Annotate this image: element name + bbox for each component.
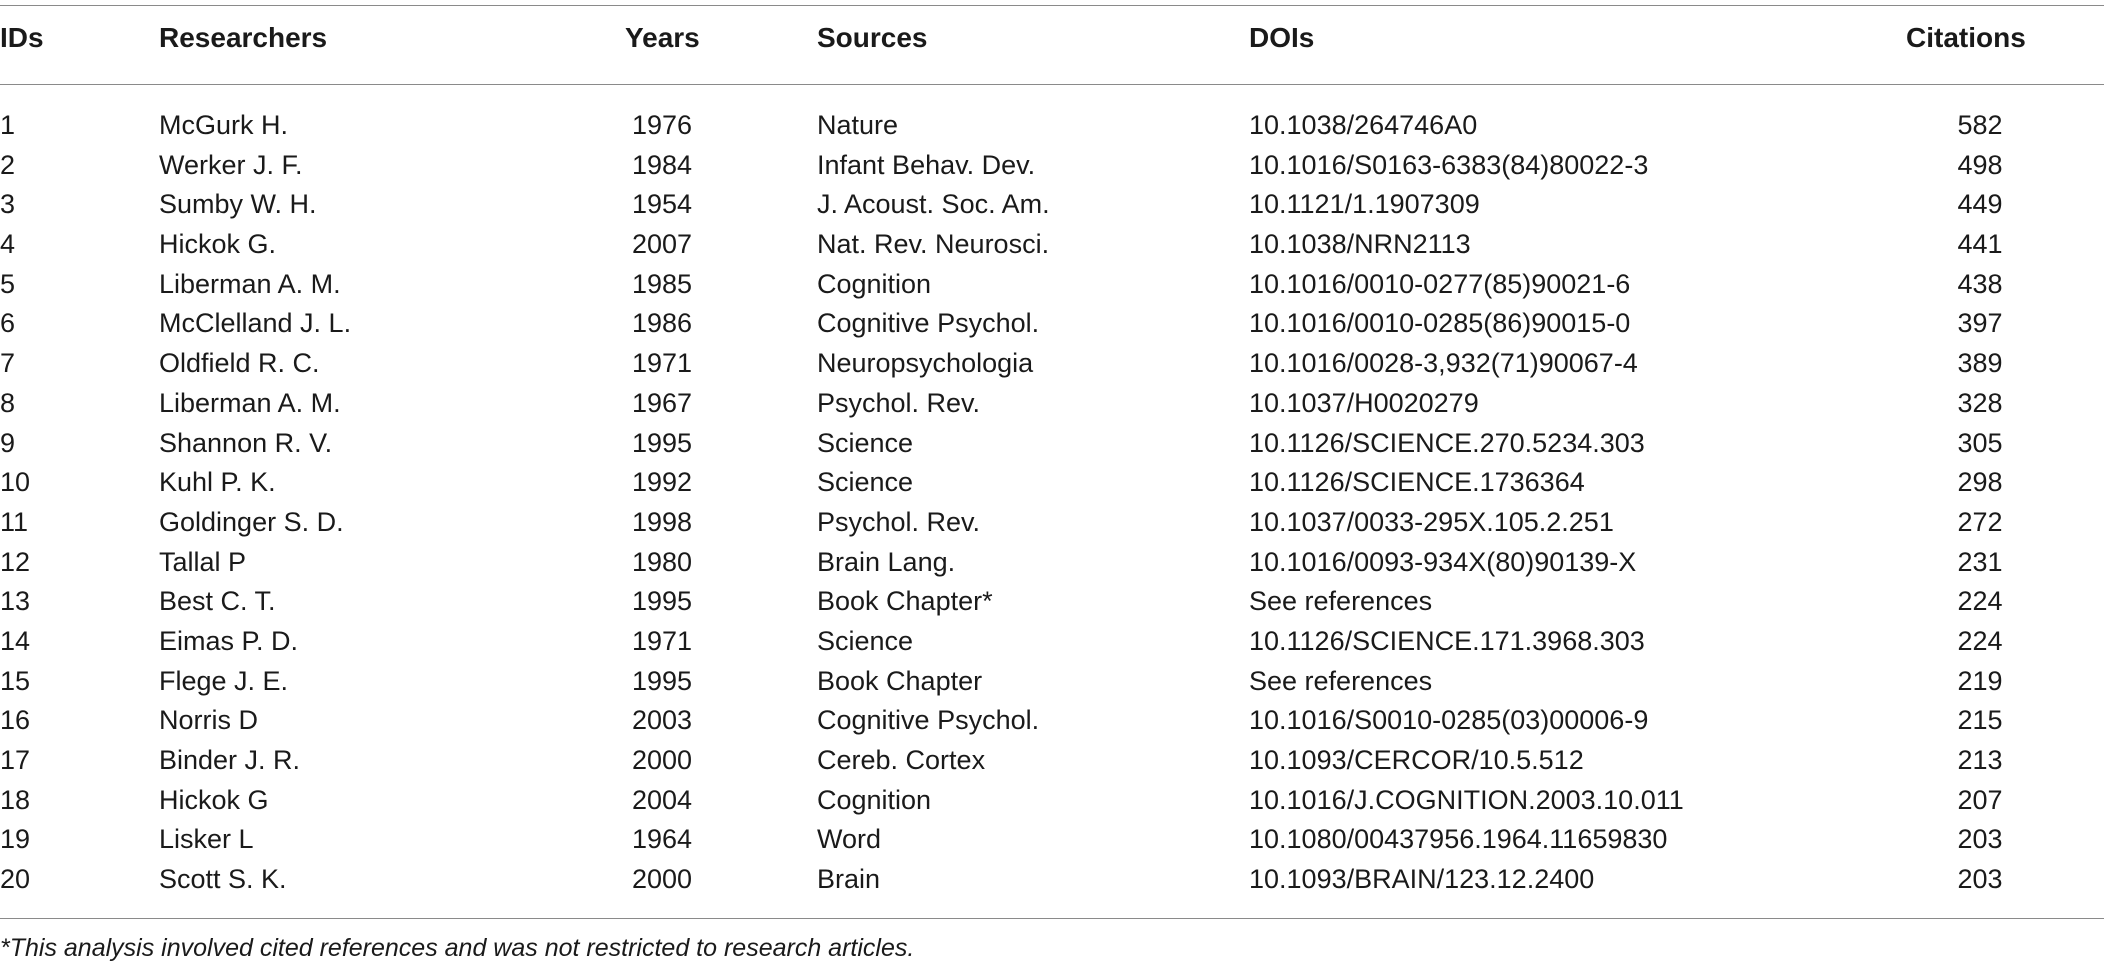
cell-id: 12 [0,546,31,577]
cell-citations: 224 [1957,625,2003,656]
cell-source: Psychol. Rev. [817,506,981,537]
cell-source: Book Chapter* [817,586,993,617]
cell-researcher: Sumby W. H. [159,189,317,220]
cell-researcher: Kuhl P. K. [159,467,276,498]
cell-source: Infant Behav. Dev. [817,149,1036,180]
cell-year: 1984 [631,149,693,180]
table-row [0,424,2104,464]
cell-researcher: Scott S. K. [159,864,287,895]
cell-doi: 10.1080/00437956.1964.11659830 [1249,824,1668,855]
cell-doi: 10.1016/S0010-0285(03)00006-9 [1249,705,1649,736]
cell-year: 1954 [631,189,693,220]
cell-id: 6 [0,308,16,339]
table-row [0,344,2104,384]
cell-id: 16 [0,705,31,736]
cell-doi: 10.1093/CERCOR/10.5.512 [1249,745,1584,775]
cell-source: Word [817,824,882,855]
cell-source: Psychol. Rev. [817,387,981,418]
cell-researcher: Best C. T. [159,586,276,617]
table-row [0,106,2104,146]
cell-citations: 498 [1957,149,2003,180]
cell-citations: 215 [1957,705,2003,736]
cell-source: Neuropsychologia [817,348,1034,379]
cell-year: 1971 [631,625,693,656]
cell-researcher: McGurk H. [159,110,289,140]
cell-doi: 10.1126/SCIENCE.270.5234.303 [1249,427,1645,458]
table-row [0,662,2104,702]
cell-researcher: Oldfield R. C. [159,348,320,379]
table-row [0,820,2104,860]
cell-source: Book Chapter [817,665,983,696]
cell-id: 15 [0,665,31,696]
cell-researcher: Flege J. E. [159,665,289,696]
cell-researcher: Werker J. F. [159,149,303,180]
cell-citations: 328 [1957,387,2003,418]
cell-researcher: McClelland J. L. [159,308,352,339]
cell-citations: 203 [1957,824,2003,855]
table-row [0,503,2104,543]
table-row [0,701,2104,741]
cell-researcher: Shannon R. V. [159,427,333,458]
cell-year: 1971 [631,348,693,379]
cell-source: Cognitive Psychol. [817,705,1040,736]
cell-id: 5 [0,268,16,299]
cell-doi: 10.1016/0093-934X(80)90139-X [1249,546,1637,577]
cell-year: 1992 [631,467,693,498]
cell-doi: 10.1016/0010-0277(85)90021-6 [1249,268,1631,299]
cell-doi: 10.1037/0033-295X.105.2.251 [1249,506,1614,537]
cell-id: 9 [0,427,16,458]
cell-id: 20 [0,864,31,895]
cell-id: 4 [0,229,16,260]
cell-researcher: Lisker L [159,824,254,855]
header-ids: IDs [0,22,44,53]
cell-source: Cereb. Cortex [817,745,986,775]
cell-doi: See references [1249,665,1433,696]
cell-citations: 582 [1957,110,2003,140]
cell-citations: 441 [1957,229,2003,260]
cell-doi: 10.1126/SCIENCE.1736364 [1249,467,1585,498]
table-row [0,463,2104,503]
cell-doi: 10.1016/J.COGNITION.2003.10.011 [1249,784,1684,815]
cell-year: 1995 [631,665,693,696]
cell-year: 1976 [631,110,693,140]
cell-doi: 10.1038/NRN2113 [1249,229,1471,260]
table-body [0,106,2104,900]
table-bottom-rule [0,918,2104,919]
table-row [0,622,2104,662]
cell-researcher: Norris D [159,705,258,736]
table-top-rule [0,5,2104,6]
cell-citations: 397 [1957,308,2003,339]
cell-doi: 10.1016/0028-3,932(71)90067-4 [1249,348,1638,379]
cell-doi: See references [1249,586,1433,617]
cell-source: Science [817,625,914,656]
cell-source: Brain Lang. [817,546,956,577]
cell-doi: 10.1016/S0163-6383(84)80022-3 [1249,149,1649,180]
cell-year: 1995 [631,427,693,458]
cell-year: 1995 [631,586,693,617]
table-row [0,860,2104,900]
cell-citations: 207 [1957,784,2003,815]
cell-researcher: Hickok G. [159,229,277,260]
cell-year: 2000 [631,864,693,895]
cell-source: Cognition [817,784,932,815]
cell-year: 1967 [631,387,693,418]
cell-citations: 438 [1957,268,2003,299]
cell-id: 8 [0,387,16,418]
cell-year: 1964 [631,824,693,855]
table-row [0,265,2104,305]
table-row [0,741,2104,781]
cell-year: 1998 [631,506,693,537]
cell-citations: 231 [1957,546,2003,577]
cell-source: Cognitive Psychol. [817,308,1040,339]
cell-citations: 272 [1957,506,2003,537]
header-researchers: Researchers [159,22,328,53]
cell-citations: 219 [1957,665,2003,696]
cell-source: Cognition [817,268,932,299]
cell-source: Science [817,427,914,458]
cell-researcher: Liberman A. M. [159,268,341,299]
cell-citations: 305 [1957,427,2003,458]
cell-researcher: Eimas P. D. [159,625,299,656]
cell-id: 3 [0,189,16,220]
table-row [0,543,2104,583]
cell-id: 11 [0,506,29,537]
table-row [0,781,2104,821]
cell-id: 18 [0,784,31,815]
cell-id: 7 [0,348,16,379]
cell-id: 2 [0,149,16,180]
cell-doi: 10.1121/1.1907309 [1249,189,1480,220]
cell-citations: 203 [1957,864,2003,895]
cell-source: J. Acoust. Soc. Am. [817,189,1050,220]
cell-source: Brain [817,864,881,895]
cell-id: 13 [0,586,31,617]
table-header-row [0,22,2104,68]
cell-id: 14 [0,625,31,656]
cell-source: Science [817,467,914,498]
header-dois: DOIs [1249,22,1315,53]
cell-doi: 10.1093/BRAIN/123.12.2400 [1249,864,1595,895]
cell-year: 2003 [631,705,693,736]
cell-doi: 10.1126/SCIENCE.171.3968.303 [1249,625,1645,656]
cell-id: 19 [0,824,31,855]
cell-researcher: Goldinger S. D. [159,506,344,537]
cell-source: Nature [817,110,899,140]
cell-citations: 449 [1957,189,2003,220]
table-row [0,146,2104,186]
table-row [0,185,2104,225]
cell-id: 17 [0,745,31,775]
cell-citations: 224 [1957,586,2003,617]
cell-year: 2000 [631,745,693,775]
cell-year: 1986 [631,308,693,339]
cell-researcher: Binder J. R. [159,745,301,775]
header-citations: Citations [1906,22,2026,53]
header-sources: Sources [817,22,928,53]
cell-year: 1985 [631,268,693,299]
cell-citations: 298 [1957,467,2003,498]
cell-researcher: Tallal P [159,546,247,577]
cell-researcher: Hickok G [159,784,269,815]
cell-doi: 10.1037/H0020279 [1249,387,1479,418]
table-row [0,304,2104,344]
cell-year: 1980 [631,546,693,577]
cell-id: 1 [0,110,16,140]
table-footnote: *This analysis involved cited references and was not restricted to research articles. [0,934,915,962]
table-header-rule [0,84,2104,85]
cell-doi: 10.1016/0010-0285(86)90015-0 [1249,308,1631,339]
cell-citations: 389 [1957,348,2003,379]
cell-citations: 213 [1957,745,2003,775]
cell-id: 10 [0,467,31,498]
cell-year: 2004 [631,784,693,815]
cell-year: 2007 [631,229,693,260]
header-years: Years [625,22,700,53]
cell-source: Nat. Rev. Neurosci. [817,229,1050,260]
cell-researcher: Liberman A. M. [159,387,341,418]
table-row [0,225,2104,265]
table-row [0,582,2104,622]
cell-doi: 10.1038/264746A0 [1249,110,1478,140]
table-row [0,384,2104,424]
